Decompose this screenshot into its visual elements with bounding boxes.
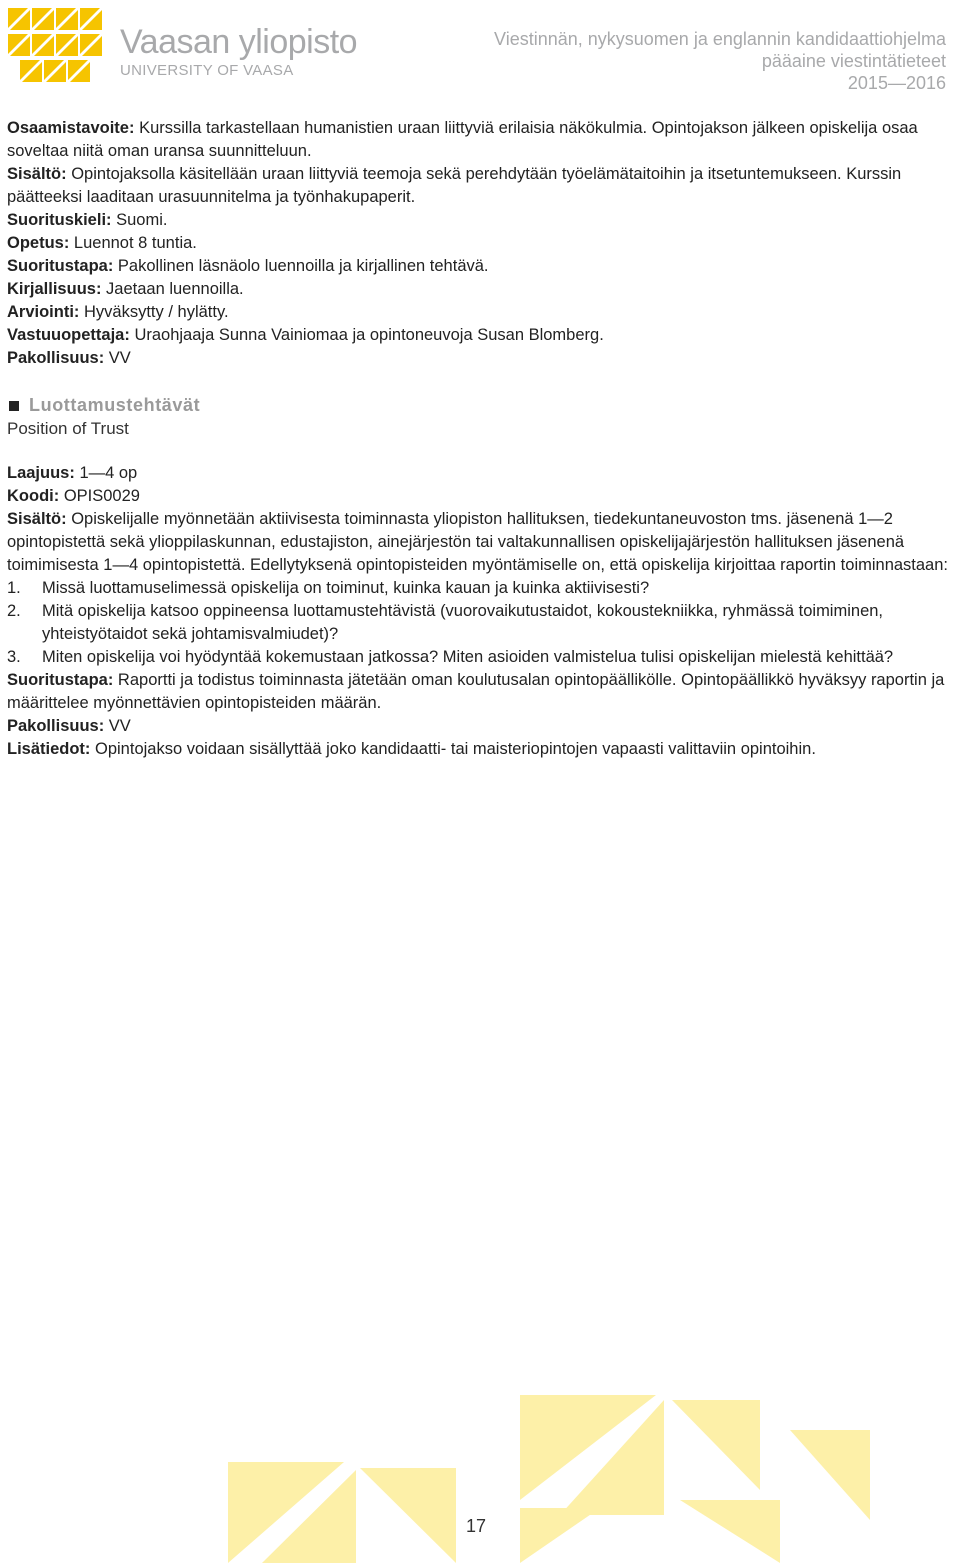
section-subtitle: Position of Trust [7,419,129,438]
university-logo-icon [6,6,104,88]
course-trust-section [7,394,955,761]
report-questions [7,577,955,669]
page-header [0,0,960,110]
course-career-section [7,117,955,370]
programme-major: pääaine viestintätieteet [761,51,946,71]
course-additional-info: Lisätiedot: Opintojakso voidaan sisällyttää joko kandidaatti- tai maisteriopintojen vapaasti valittaviin opintoihin. [7,740,816,758]
course-literature: Kirjallisuus: Jaetaan luennoilla. [7,280,244,298]
university-logo-text [120,24,357,80]
university-name-english: UNIVERSITY OF VAASA [120,62,294,79]
learning-outcomes: Osaamistavoite: Kurssilla tarkastellaan humanistien uraan liittyviä erilaisia näkökulmia. Opintojakson jälkeen opiskelija osaa soveltaa niitä oman uransa suunnitteluun. [7,119,918,160]
section-heading [7,394,955,417]
course-scope: Laajuus: 1—4 op [7,464,138,482]
course-method: Suoritustapa: Pakollinen läsnäolo luennoilla ja kirjallinen tehtävä. [7,257,489,275]
university-name: Vaasan yliopisto [120,23,358,61]
course-method: Suoritustapa: Raportti ja todistus toiminnasta jätetään oman koulutusalan opintopäällikölle. Opintopäällikkö hyväksyy raportin ja määrittelee myönnettävien opintopisteiden määrän. [7,671,945,712]
list-item: 2. Mitä opiskelija katsoo oppineensa luottamustehtävistä (vuorovaikutustaidot, kokoustekniikka, ryhmässä toimiminen, yhteistyötaidot sekä johtamisvalmiudet)? [7,602,884,643]
square-bullet-icon [9,401,19,411]
course-code: Koodi: OPIS0029 [7,487,140,505]
course-content: Sisältö: Opiskelijalle myönnetään aktiivisesta toiminnasta yliopiston hallituksen, tiedekuntaneuvoston tms. jäsenenä 1—2 opintopistettä sekä ylioppilaskunnan, edustajiston, ainejärjestön tai valtakunnallisen opiskelijajärjestön hallituksen jäsenenä toimimisesta 1—4 opintopistettä. Edellytyksenä opintopisteiden myöntämiselle on, että opiskelija kirjoittaa raportin toiminnastaan: [7,510,948,574]
academic-year: 2015—2016 [847,73,946,93]
programme-title: Viestinnän, nykysuomen ja englannin kandidaattiohjelma [494,29,946,49]
page-content [7,117,955,761]
course-teaching: Opetus: Luennot 8 tuntia. [7,234,197,252]
course-teacher: Vastuuopettaja: Uraohjaaja Sunna Vainiomaa ja opintoneuvoja Susan Blomberg. [7,326,604,344]
course-compulsory: Pakollisuus: VV [7,717,131,735]
course-compulsory: Pakollisuus: VV [7,349,131,367]
course-grading: Arviointi: Hyväksytty / hylätty. [7,303,229,321]
section-title: Luottamustehtävät [29,395,201,415]
page-number: 17 [466,1516,487,1536]
programme-info [494,28,946,94]
course-language: Suorituskieli: Suomi. [7,211,168,229]
course-content: Sisältö: Opintojaksolla käsitellään uraan liittyviä teemoja sekä perehdytään työelämätaitoihin ja itsetuntemukseen. Kurssin päätteeksi laaditaan urasuunnitelma ja työnhakupaperit. [7,165,902,206]
list-item: 3. Miten opiskelija voi hyödyntää kokemustaan jatkossa? Miten asioiden valmistelua tulisi opiskelijan mielestä kehittää? [7,648,894,666]
list-item: 1. Missä luottamuselimessä opiskelija on toiminut, kuinka kauan ja kuinka aktiivisesti? [7,579,650,597]
